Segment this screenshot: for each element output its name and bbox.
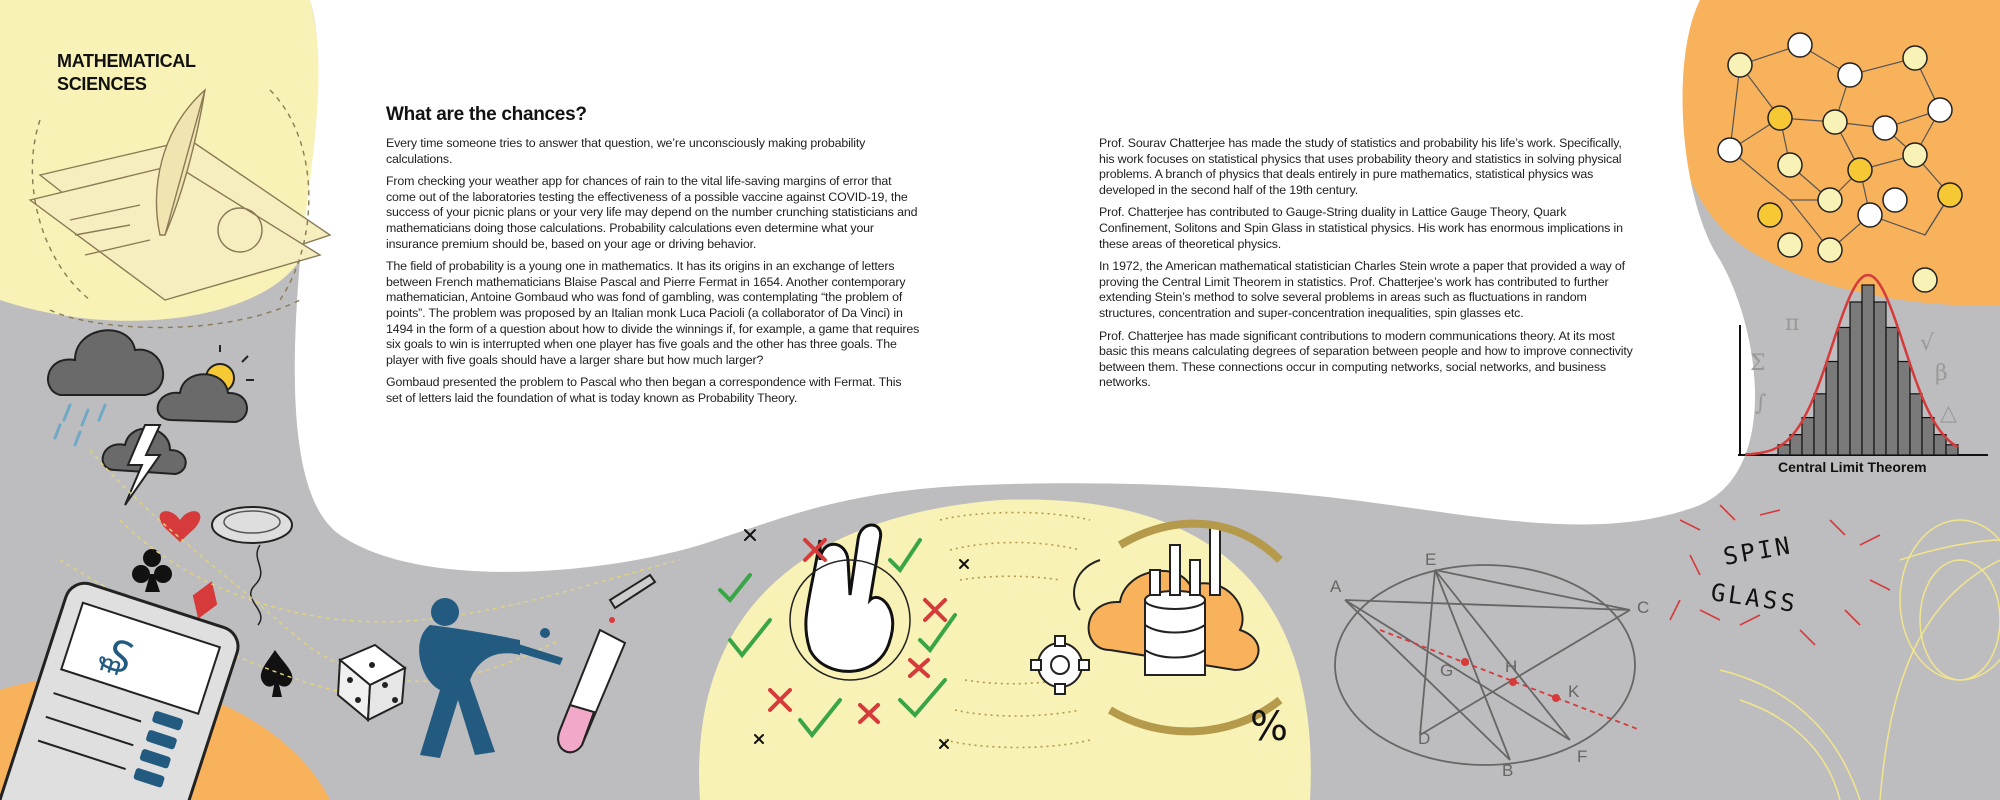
paragraph: From checking your weather app for chances of rain to the vital life-saving margins of error that come out of the laboratories testing the effectiveness of a possible vaccine against COVID-19, the success of your picnic plans or your very life may depend on the number crunching statisticians and mathematicians doing those calculations. Probability calculations even determine what your insurance premium should be, based on your age or driving behavior. xyxy=(386,174,918,251)
paragraph: Prof. Chatterjee has contributed to Gauge-String duality in Lattice Gauge Theory, Quark Confinement, Solitons and Spin Glass in statistical physics. His work has enormous implications in these areas of theoretical physics. xyxy=(1099,205,1623,251)
greek-symbol: Σ xyxy=(1750,351,1766,376)
percent-icon: % xyxy=(1250,704,1289,750)
graph-point-label: B xyxy=(1502,761,1514,780)
graph-point-label: A xyxy=(1330,577,1342,596)
spin-text: SPIN xyxy=(1721,531,1795,571)
paragraph: The field of probability is a young one in mathematics. It has its origins in an exchange of letters between French mathematicians Blaise Pascal and Pierre Fermat in 1654. Another contemporary mathematician, Antoine Gombaud who was fond of gambling, was contemplating “the problem of points”. The problem was proposed by an Italian monk Luca Pacioli (a collaborator of Da Vinci) in 1494 in the form of a question about how to divide the winnings if, for example, a game that requires six goals to win is interrupted when one player has five goals and the other has three goals. The player with five goals should have a larger share but how much larger? xyxy=(386,259,920,367)
graph-point-label: G xyxy=(1440,661,1454,680)
graph-point-label: C xyxy=(1637,598,1650,617)
lightning-icon xyxy=(103,425,186,505)
clt-bar xyxy=(1850,302,1862,455)
greek-symbol: π xyxy=(1785,311,1800,336)
clt-bar xyxy=(1922,418,1934,455)
club-icon xyxy=(132,549,172,592)
svg-text:₷: ₷ xyxy=(92,626,140,686)
section-title-line1: MATHEMATICAL xyxy=(57,51,196,71)
section-title xyxy=(57,50,196,96)
clt-label: Central Limit Theorem xyxy=(1778,459,1927,475)
greek-symbol: ∫ xyxy=(1755,391,1767,416)
graph-point-label: F xyxy=(1577,747,1588,766)
clt-histogram xyxy=(1778,285,1958,455)
greek-symbol: △ xyxy=(1940,401,1957,426)
graph-point-label: K xyxy=(1568,682,1580,701)
article-column-right xyxy=(1099,136,1637,398)
clt-bar xyxy=(1874,302,1886,455)
graph-point-labels xyxy=(1330,550,1649,780)
greek-symbol: √ xyxy=(1920,331,1935,356)
article-heading: What are the chances? xyxy=(386,104,587,125)
clt-bar xyxy=(1826,362,1838,456)
clt-bar xyxy=(1838,328,1850,456)
central-limit-theorem-chart xyxy=(1738,275,1988,475)
article-column-left xyxy=(386,136,920,414)
spade-icon xyxy=(261,650,293,697)
graph-point-label: H xyxy=(1505,657,1518,676)
section-title-line2: SCIENCES xyxy=(57,74,147,94)
spin-glass-arrows xyxy=(1670,505,1890,645)
clt-bar xyxy=(1898,362,1910,456)
graph-geometry-icon xyxy=(1335,565,1640,765)
clt-bar xyxy=(1802,418,1814,455)
graph-point-label: E xyxy=(1425,550,1437,569)
paragraph: In 1972, the American mathematical statistician Charles Stein wrote a paper that provided a way of proving the Central Limit Theorem in statistics. Prof. Chatterjee’s work has contributed to further extending Stein’s method to solve several problems in areas such as fluctuations in random structures, concentration and super-concentration inequalities, spin glasses etc. xyxy=(1099,259,1625,320)
paragraph: Prof. Chatterjee has made significant contributions to modern communications theory. At its most basic this means calculating degrees of separation between people and how to improve connectivity between them. These connections occur in computing networks, social networks, and business networks. xyxy=(1099,328,1633,390)
coin-icon xyxy=(212,507,292,625)
paragraph: Gombaud presented the problem to Pascal who then began a correspondence with Fermat. This set of letters laid the foundation of what is today known as Probability Theory. xyxy=(386,375,902,405)
paragraph: Every time someone tries to answer that question, we’re unconsciously making probability calculations. xyxy=(386,136,866,166)
glass-text: GLASS xyxy=(1709,578,1800,619)
cricket-batsman-icon xyxy=(419,598,563,758)
sun-cloud-icon xyxy=(158,345,254,422)
clt-bar xyxy=(1886,328,1898,456)
clt-bar xyxy=(1862,285,1874,455)
dice-icon xyxy=(338,645,405,720)
paragraph: Prof. Sourav Chatterjee has made the study of statistics and probability his life’s work. Specifically, his work focuses on statistical physics that uses probability theory and statistics in solving physical problems. A branch of physics that deals entirely in pure mathematics, statistical physics was developed in the second half of the 19th century. xyxy=(1099,136,1622,197)
graph-point-label: D xyxy=(1418,729,1431,748)
clt-bar xyxy=(1910,394,1922,455)
greek-symbol: β xyxy=(1935,361,1948,386)
test-tube-icon xyxy=(558,575,655,752)
clt-bar xyxy=(1814,394,1826,455)
